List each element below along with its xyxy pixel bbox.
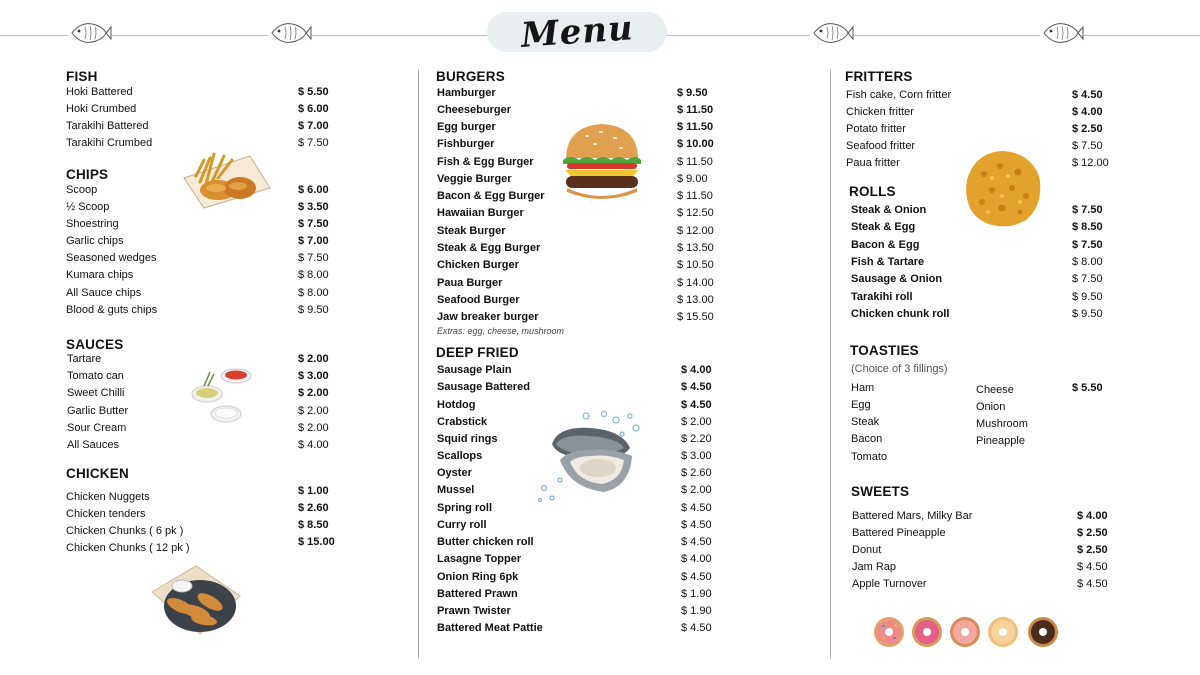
menu-item-name: Hawaiian Burger <box>437 207 524 219</box>
menu-item-name: Chicken Chunks ( 6 pk ) <box>66 525 184 537</box>
menu-item-price: $ 7.50 <box>1072 204 1103 216</box>
toastie-filling: Ham <box>851 382 875 394</box>
fish-section-title: FISH <box>66 69 98 84</box>
sauces-section-title: SAUCES <box>66 337 124 352</box>
menu-item-name: Sour Cream <box>67 422 127 434</box>
menu-item-price: $ 4.00 <box>681 553 712 565</box>
chicken-tenders-illustration <box>150 562 242 636</box>
menu-item-price: $ 10.00 <box>677 138 714 150</box>
menu-item-name: Chicken fritter <box>846 106 914 118</box>
menu-item-price: $ 4.50 <box>1072 89 1103 101</box>
burger-extras-note: Extras: egg, cheese, mushroom <box>437 326 565 336</box>
menu-item-name: Seafood Burger <box>437 294 520 306</box>
menu-item-price: $ 11.50 <box>677 190 713 202</box>
menu-item-name: Fish cake, Corn fritter <box>846 89 952 101</box>
menu-item-price: $ 9.50 <box>1072 291 1103 303</box>
menu-item-price: $ 1.00 <box>298 485 329 497</box>
toasties-subtitle: (Choice of 3 fillings) <box>851 363 948 375</box>
menu-item-price: $ 7.50 <box>298 137 329 149</box>
sauces-illustration <box>190 364 254 430</box>
menu-item-name: Steak & Onion <box>851 204 927 216</box>
fish-doodle-icon <box>68 16 112 50</box>
menu-item-name: Prawn Twister <box>437 605 511 617</box>
menu-item-price: $ 1.90 <box>681 588 712 600</box>
menu-item-name: Curry roll <box>437 519 487 531</box>
menu-item-name: Hamburger <box>437 87 496 99</box>
fritters-section-title: FRITTERS <box>845 69 913 84</box>
menu-item-name: Fish & Egg Burger <box>437 156 534 168</box>
menu-item-name: Battered Mars, Milky Bar <box>852 510 973 522</box>
toastie-filling: Onion <box>976 401 1006 413</box>
menu-item-price: $ 7.50 <box>298 218 329 230</box>
menu-item-name: Battered Meat Pattie <box>437 622 543 634</box>
menu-item-name: Blood & guts chips <box>66 304 158 316</box>
menu-item-name: Butter chicken roll <box>437 536 534 548</box>
menu-item-name: Scallops <box>437 450 483 462</box>
menu-item-price: $ 9.50 <box>1072 308 1103 320</box>
menu-item-name: Hotdog <box>437 399 476 411</box>
menu-item-name: Cheeseburger <box>437 104 511 116</box>
menu-item-name: Seafood fritter <box>846 140 916 152</box>
menu-item-price: $ 4.50 <box>681 399 712 411</box>
menu-item-price: $ 7.50 <box>1072 140 1103 152</box>
menu-item-name: Bacon & Egg Burger <box>437 190 545 202</box>
toastie-filling: Steak <box>851 416 880 428</box>
menu-item-name: Fishburger <box>437 138 495 150</box>
menu-item-name: Chicken Nuggets <box>66 491 150 503</box>
menu-item-name: Lasagne Topper <box>437 553 522 565</box>
menu-item-name: All Sauces <box>67 439 119 451</box>
menu-item-price: $ 13.50 <box>677 242 714 254</box>
menu-item-price: $ 12.00 <box>1072 157 1109 169</box>
menu-item-name: Tartare <box>67 353 102 365</box>
menu-item-name: Spring roll <box>437 502 492 514</box>
menu-item-name: Tarakihi Battered <box>66 120 149 132</box>
menu-item-name: Scoop <box>66 184 98 196</box>
menu-item-price: $ 2.60 <box>681 467 712 479</box>
toasties-price: $ 5.50 <box>1072 382 1103 394</box>
menu-item-name: Battered Pineapple <box>852 527 946 539</box>
menu-item-name: Egg burger <box>437 121 496 133</box>
menu-item-price: $ 10.50 <box>677 259 714 271</box>
menu-item-name: Shoestring <box>66 218 119 230</box>
menu-item-name: Paua fritter <box>846 157 900 169</box>
menu-item-name: Onion Ring 6pk <box>437 571 519 583</box>
sweets-section-title: SWEETS <box>851 484 910 499</box>
menu-item-price: $ 3.00 <box>681 450 712 462</box>
menu-item-price: $ 14.00 <box>677 277 714 289</box>
menu-item-name: Tomato can <box>67 370 124 382</box>
menu-item-price: $ 7.50 <box>1072 273 1103 285</box>
menu-item-name: All Sauce chips <box>66 287 142 299</box>
menu-item-price: $ 8.00 <box>298 287 329 299</box>
menu-item-name: Garlic chips <box>66 235 124 247</box>
menu-item-price: $ 7.50 <box>298 252 329 264</box>
column-divider <box>418 70 419 658</box>
menu-item-price: $ 2.00 <box>298 422 329 434</box>
menu-item-price: $ 4.50 <box>681 536 712 548</box>
fritter-illustration <box>962 148 1044 230</box>
toastie-filling: Egg <box>851 399 871 411</box>
menu-item-price: $ 8.00 <box>1072 256 1103 268</box>
menu-item-price: $ 6.00 <box>298 103 329 115</box>
menu-item-price: $ 4.00 <box>681 364 712 376</box>
menu-item-price: $ 7.00 <box>298 120 329 132</box>
menu-item-name: Paua Burger <box>437 277 503 289</box>
toastie-filling: Pineapple <box>976 435 1025 447</box>
menu-item-price: $ 7.50 <box>1072 239 1103 251</box>
menu-item-price: $ 15.50 <box>677 311 714 323</box>
menu-item-price: $ 8.50 <box>298 519 329 531</box>
menu-item-price: $ 4.50 <box>681 502 712 514</box>
menu-item-price: $ 2.20 <box>681 433 712 445</box>
menu-item-name: Hoki Battered <box>66 86 133 98</box>
menu-item-price: $ 4.50 <box>681 381 712 393</box>
menu-item-price: $ 9.00 <box>677 173 708 185</box>
menu-item-name: Chicken tenders <box>66 508 146 520</box>
fish-doodle-icon <box>810 16 854 50</box>
menu-item-price: $ 11.50 <box>677 156 713 168</box>
menu-item-name: Steak Burger <box>437 225 506 237</box>
menu-title: Menu <box>519 8 635 56</box>
menu-item-name: Jaw breaker burger <box>437 311 539 323</box>
menu-item-price: $ 4.50 <box>1077 561 1108 573</box>
menu-item-name: Tarakihi Crumbed <box>66 137 153 149</box>
menu-item-name: Mussel <box>437 484 475 496</box>
menu-item-price: $ 4.00 <box>1072 106 1103 118</box>
menu-item-name: Steak & Egg <box>851 221 916 233</box>
menu-item-price: $ 8.00 <box>298 269 329 281</box>
menu-item-name: Chicken Burger <box>437 259 519 271</box>
toastie-filling: Bacon <box>851 433 883 445</box>
menu-item-name: Potato fritter <box>846 123 906 135</box>
menu-item-name: Sweet Chilli <box>67 387 125 399</box>
menu-item-name: Sausage & Onion <box>851 273 943 285</box>
fish-and-chips-illustration <box>180 148 272 210</box>
menu-item-price: $ 9.50 <box>677 87 708 99</box>
menu-item-price: $ 9.50 <box>298 304 329 316</box>
menu-item-name: Crabstick <box>437 416 488 428</box>
menu-item-name: Veggie Burger <box>437 173 512 185</box>
menu-item-price: $ 11.50 <box>677 121 714 133</box>
menu-item-price: $ 3.50 <box>298 201 329 213</box>
menu-item-name: Donut <box>852 544 882 556</box>
menu-item-price: $ 13.00 <box>677 294 714 306</box>
menu-title-pill <box>487 8 667 56</box>
menu-item-price: $ 2.00 <box>681 416 712 428</box>
menu-item-name: Tarakihi roll <box>851 291 913 303</box>
menu-item-price: $ 4.50 <box>1077 578 1108 590</box>
oyster-illustration <box>534 408 646 504</box>
menu-item-price: $ 4.50 <box>681 622 712 634</box>
toastie-filling: Mushroom <box>976 418 1028 430</box>
menu-item-name: Garlic Butter <box>67 405 129 417</box>
menu-item-name: ½ Scoop <box>66 201 110 213</box>
menu-item-price: $ 5.50 <box>298 86 329 98</box>
menu-item-name: Jam Rap <box>852 561 897 573</box>
menu-item-name: Chicken Chunks ( 12 pk ) <box>66 542 190 554</box>
menu-item-price: $ 2.00 <box>298 353 329 365</box>
menu-item-price: $ 12.50 <box>677 207 714 219</box>
menu-item-name: Oyster <box>437 467 472 479</box>
column-divider <box>830 70 831 658</box>
chips-section-title: CHIPS <box>66 167 109 182</box>
menu-item-price: $ 2.00 <box>298 387 329 399</box>
menu-item-price: $ 6.00 <box>298 184 329 196</box>
menu-item-price: $ 8.50 <box>1072 221 1103 233</box>
chicken-section-title: CHICKEN <box>66 466 129 481</box>
menu-item-name: Bacon & Egg <box>851 239 920 251</box>
menu-item-price: $ 15.00 <box>298 536 335 548</box>
menu-item-price: $ 2.50 <box>1072 123 1103 135</box>
menu-item-price: $ 2.00 <box>681 484 712 496</box>
donuts-illustration <box>873 615 1063 649</box>
menu-item-price: $ 4.00 <box>1077 510 1108 522</box>
menu-item-name: Chicken chunk roll <box>851 308 950 320</box>
menu-item-price: $ 12.00 <box>677 225 714 237</box>
toastie-filling: Tomato <box>851 451 888 463</box>
menu-item-name: Sausage Plain <box>437 364 512 376</box>
menu-item-price: $ 2.50 <box>1077 527 1108 539</box>
burger-illustration <box>561 120 643 204</box>
menu-item-name: Kumara chips <box>66 269 134 281</box>
menu-item-name: Steak & Egg Burger <box>437 242 541 254</box>
deep-fried-section-title: DEEP FRIED <box>436 345 519 360</box>
fish-doodle-icon <box>268 16 312 50</box>
menu-item-price: $ 4.00 <box>298 439 329 451</box>
fish-doodle-icon <box>1040 16 1084 50</box>
menu-item-price: $ 4.50 <box>681 571 712 583</box>
menu-item-price: $ 2.00 <box>298 405 329 417</box>
menu-item-price: $ 1.90 <box>681 605 712 617</box>
menu-item-name: Fish & Tartare <box>851 256 925 268</box>
menu-item-price: $ 3.00 <box>298 370 329 382</box>
menu-item-name: Squid rings <box>437 433 498 445</box>
menu-item-price: $ 2.60 <box>298 502 329 514</box>
rolls-section-title: ROLLS <box>849 184 896 199</box>
menu-item-name: Battered Prawn <box>437 588 518 600</box>
menu-item-name: Sausage Battered <box>437 381 530 393</box>
toastie-filling: Cheese <box>976 384 1014 396</box>
toasties-section-title: TOASTIES <box>850 343 919 358</box>
burgers-section-title: BURGERS <box>436 69 505 84</box>
menu-item-price: $ 7.00 <box>298 235 329 247</box>
menu-item-price: $ 11.50 <box>677 104 714 116</box>
menu-item-name: Apple Turnover <box>852 578 927 590</box>
menu-item-price: $ 4.50 <box>681 519 712 531</box>
menu-item-name: Hoki Crumbed <box>66 103 137 115</box>
menu-item-price: $ 2.50 <box>1077 544 1108 556</box>
menu-item-name: Seasoned wedges <box>66 252 157 264</box>
